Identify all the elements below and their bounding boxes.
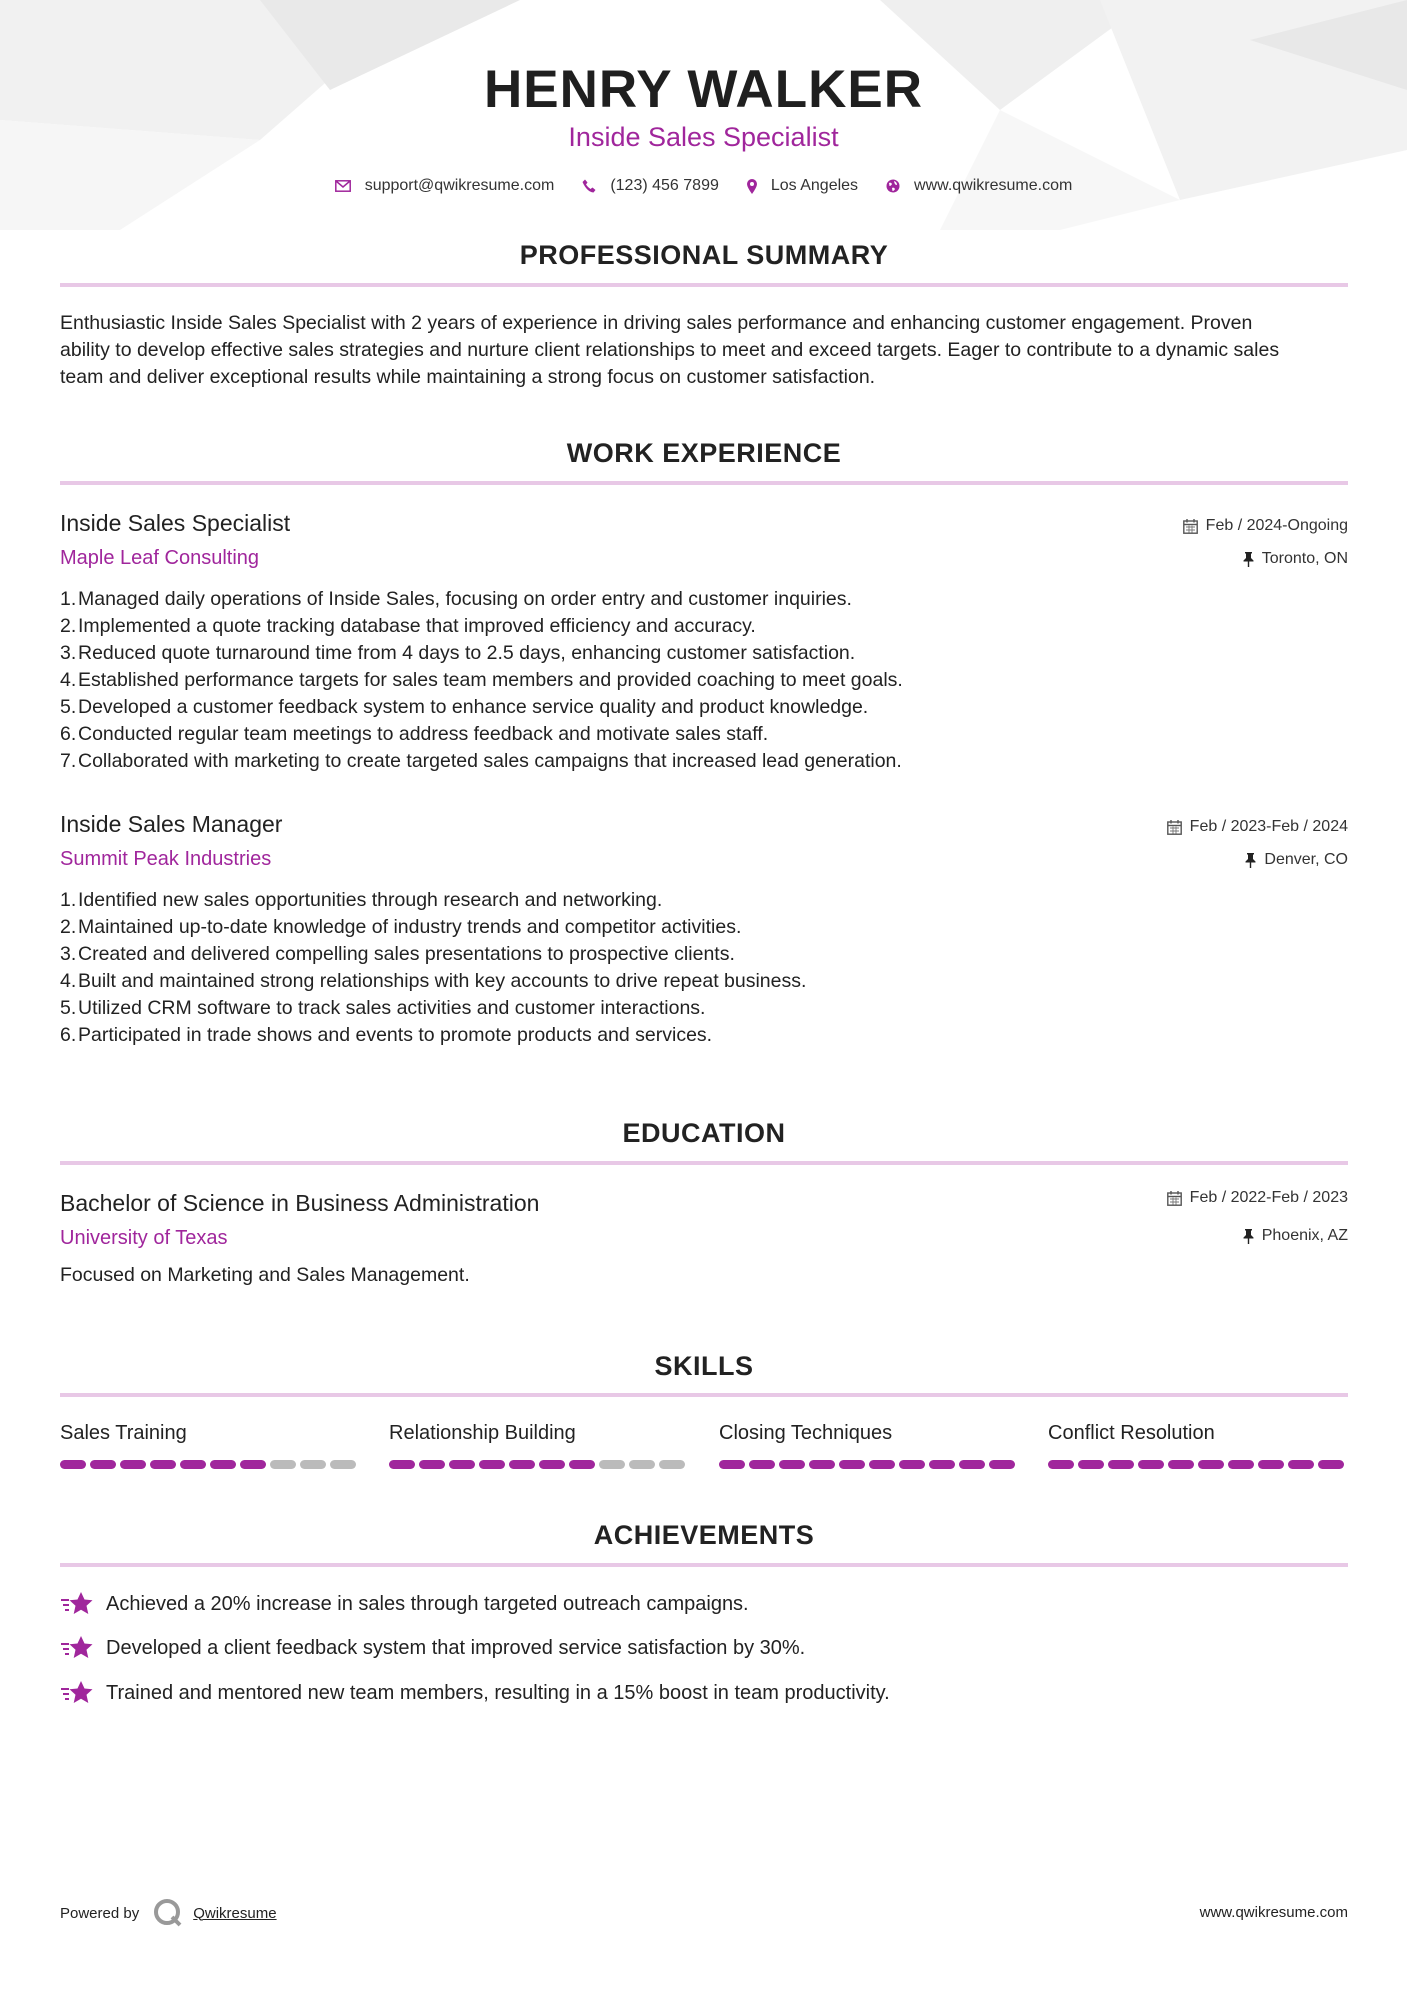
education-divider <box>60 1161 1348 1165</box>
skill-name: Sales Training <box>60 1422 187 1444</box>
summary-text <box>60 310 1350 391</box>
skill-item <box>1048 1420 1348 1446</box>
education-location <box>1243 1225 1348 1247</box>
phone-text: (123) 456 7899 <box>610 177 719 194</box>
candidate-title: Inside Sales Specialist <box>568 122 839 152</box>
contact-bar <box>0 173 1407 199</box>
skill-level-segment <box>629 1460 655 1469</box>
dates-text: Feb / 2022-Feb / 2023 <box>1189 1189 1348 1206</box>
skill-level-segment <box>899 1460 925 1469</box>
summary-divider <box>60 283 1348 287</box>
contact-phone[interactable] <box>582 177 719 195</box>
star-icon <box>60 1591 94 1617</box>
skill-level-segment <box>659 1460 685 1469</box>
list-item: 5. Developed a customer feedback system to enhance service quality and product knowledge. <box>60 696 869 718</box>
list-item: 4. Established performance targets for sales team members and provided coaching to meet goals. <box>60 669 903 691</box>
skill-level-segment <box>539 1460 565 1469</box>
skill-level-segment <box>60 1460 86 1469</box>
footer-website[interactable]: www.qwikresume.com <box>1199 1904 1348 1921</box>
achievements-heading: ACHIEVEMENTS <box>593 1520 815 1550</box>
skill-level-segment <box>180 1460 206 1469</box>
skill-level-bar <box>389 1460 689 1469</box>
powered-by-text: Powered by <box>60 1904 140 1922</box>
skill-level-segment <box>749 1460 775 1469</box>
achievement-item <box>60 1591 749 1617</box>
skill-level-segment <box>719 1460 745 1469</box>
skill-level-segment <box>929 1460 955 1469</box>
skill-level-segment <box>599 1460 625 1469</box>
skill-level-segment <box>240 1460 266 1469</box>
skill-level-segment <box>1198 1460 1224 1469</box>
pushpin-icon <box>1245 853 1256 868</box>
skill-level-segment <box>1258 1460 1284 1469</box>
star-icon <box>60 1680 94 1706</box>
list-item: 5. Utilized CRM software to track sales activities and customer interactions. <box>60 997 706 1019</box>
job-title: Inside Sales Specialist <box>60 510 291 536</box>
list-item: 1. Identified new sales opportunities through research and networking. <box>60 889 663 911</box>
job-location <box>1245 849 1348 871</box>
summary-heading: PROFESSIONAL SUMMARY <box>519 240 889 270</box>
job-bullets <box>60 887 1260 1049</box>
qwikresume-logo-icon <box>153 1898 183 1928</box>
summary-line: team and deliver exceptional results while maintaining a strong focus on customer satisfaction. <box>60 366 876 388</box>
star-icon <box>60 1635 94 1661</box>
dates-text: Feb / 2023-Feb / 2024 <box>1189 818 1348 835</box>
skill-level-segment <box>479 1460 505 1469</box>
skill-item <box>60 1420 360 1446</box>
pushpin-icon <box>1243 1229 1254 1244</box>
job-bullets <box>60 586 1260 775</box>
education-description: Focused on Marketing and Sales Management. <box>60 1264 470 1286</box>
achievement-item <box>60 1680 890 1706</box>
experience-heading: WORK EXPERIENCE <box>566 438 842 468</box>
skill-level-segment <box>509 1460 535 1469</box>
list-item: 1. Managed daily operations of Inside Sales, focusing on order entry and customer inquiries. <box>60 588 852 610</box>
skill-level-segment <box>90 1460 116 1469</box>
skill-level-segment <box>419 1460 445 1469</box>
education-heading: EDUCATION <box>622 1118 786 1148</box>
skill-name: Conflict Resolution <box>1048 1422 1215 1444</box>
skill-level-bar <box>60 1460 360 1469</box>
experience-divider <box>60 481 1348 485</box>
summary-line: Enthusiastic Inside Sales Specialist with 2 years of experience in driving sales performance and enhancing customer engagement. Proven <box>60 312 1253 334</box>
skill-level-segment <box>150 1460 176 1469</box>
skill-level-segment <box>389 1460 415 1469</box>
job-company: Summit Peak Industries <box>60 848 272 870</box>
skill-level-segment <box>839 1460 865 1469</box>
education-dates <box>1167 1187 1348 1209</box>
map-pin-icon <box>747 179 757 194</box>
skill-level-segment <box>210 1460 236 1469</box>
skill-level-segment <box>1168 1460 1194 1469</box>
summary-line: ability to develop effective sales strategies and nurture client relationships to meet and exceed targets. Eager to contribute to a dynamic sales <box>60 339 1280 361</box>
skill-level-segment <box>1288 1460 1314 1469</box>
contact-website[interactable] <box>886 177 1072 195</box>
website-text: www.qwikresume.com <box>914 177 1073 194</box>
brand-link[interactable]: Qwikresume <box>193 1904 277 1922</box>
skill-level-segment <box>120 1460 146 1469</box>
job-dates <box>1167 816 1348 838</box>
skill-name: Closing Techniques <box>719 1422 893 1444</box>
skill-level-segment <box>1108 1460 1134 1469</box>
list-item: 3. Created and delivered compelling sales presentations to prospective clients. <box>60 943 735 965</box>
dates-text: Feb / 2024-Ongoing <box>1205 517 1348 534</box>
skill-level-segment <box>569 1460 595 1469</box>
globe-icon <box>886 179 900 193</box>
skill-level-segment <box>869 1460 895 1469</box>
achievement-text: Achieved a 20% increase in sales through targeted outreach campaigns. <box>106 1593 749 1615</box>
job-location <box>1243 548 1348 570</box>
skill-level-segment <box>1078 1460 1104 1469</box>
list-item: 2. Maintained up-to-date knowledge of industry trends and competitor activities. <box>60 916 742 938</box>
email-text: support@qwikresume.com <box>364 177 555 194</box>
skill-item <box>389 1420 689 1446</box>
school-name: University of Texas <box>60 1227 228 1249</box>
calendar-icon <box>1183 519 1198 534</box>
degree-title: Bachelor of Science in Business Administration <box>60 1190 540 1216</box>
skill-level-segment <box>959 1460 985 1469</box>
achievements-divider <box>60 1563 1348 1567</box>
skill-level-segment <box>989 1460 1015 1469</box>
footer-branding <box>60 1898 277 1928</box>
list-item: 2. Implemented a quote tracking database that improved efficiency and accuracy. <box>60 615 756 637</box>
phone-icon <box>582 179 596 193</box>
list-item: 3. Reduced quote turnaround time from 4 days to 2.5 days, enhancing customer satisfaction. <box>60 642 856 664</box>
skill-level-segment <box>270 1460 296 1469</box>
location-text: Toronto, ON <box>1261 550 1348 567</box>
skill-level-bar <box>1048 1460 1348 1469</box>
calendar-icon <box>1167 820 1182 835</box>
contact-location <box>747 177 858 195</box>
skill-level-segment <box>1318 1460 1344 1469</box>
list-item: 4. Built and maintained strong relationships with key accounts to drive repeat business. <box>60 970 807 992</box>
job-title: Inside Sales Manager <box>60 811 283 837</box>
calendar-icon <box>1167 1191 1182 1206</box>
achievement-text: Trained and mentored new team members, resulting in a 15% boost in team productivity. <box>106 1682 890 1704</box>
pushpin-icon <box>1243 552 1254 567</box>
skill-level-segment <box>1138 1460 1164 1469</box>
skill-level-segment <box>300 1460 326 1469</box>
skills-divider <box>60 1393 1348 1397</box>
candidate-name: HENRY WALKER <box>484 60 923 119</box>
location-text: Los Angeles <box>770 177 859 194</box>
skills-heading: SKILLS <box>654 1351 754 1381</box>
skill-level-segment <box>330 1460 356 1469</box>
skill-level-segment <box>1228 1460 1254 1469</box>
location-text: Phoenix, AZ <box>1261 1227 1348 1244</box>
skill-level-segment <box>449 1460 475 1469</box>
skill-level-bar <box>719 1460 1019 1469</box>
envelope-icon <box>335 180 351 192</box>
skill-level-segment <box>779 1460 805 1469</box>
list-item: 6. Participated in trade shows and events to promote products and services. <box>60 1024 713 1046</box>
achievement-item <box>60 1635 805 1661</box>
contact-email[interactable] <box>335 177 555 195</box>
skill-item <box>719 1420 1019 1446</box>
job-dates <box>1183 515 1348 537</box>
list-item: 6. Conducted regular team meetings to address feedback and motivate sales staff. <box>60 723 769 745</box>
location-text: Denver, CO <box>1264 851 1348 868</box>
achievement-text: Developed a client feedback system that improved service satisfaction by 30%. <box>106 1637 806 1659</box>
skill-name: Relationship Building <box>389 1422 576 1444</box>
skill-level-segment <box>809 1460 835 1469</box>
list-item: 7. Collaborated with marketing to create targeted sales campaigns that increased lead generation. <box>60 750 902 772</box>
job-company: Maple Leaf Consulting <box>60 547 260 569</box>
skill-level-segment <box>1048 1460 1074 1469</box>
